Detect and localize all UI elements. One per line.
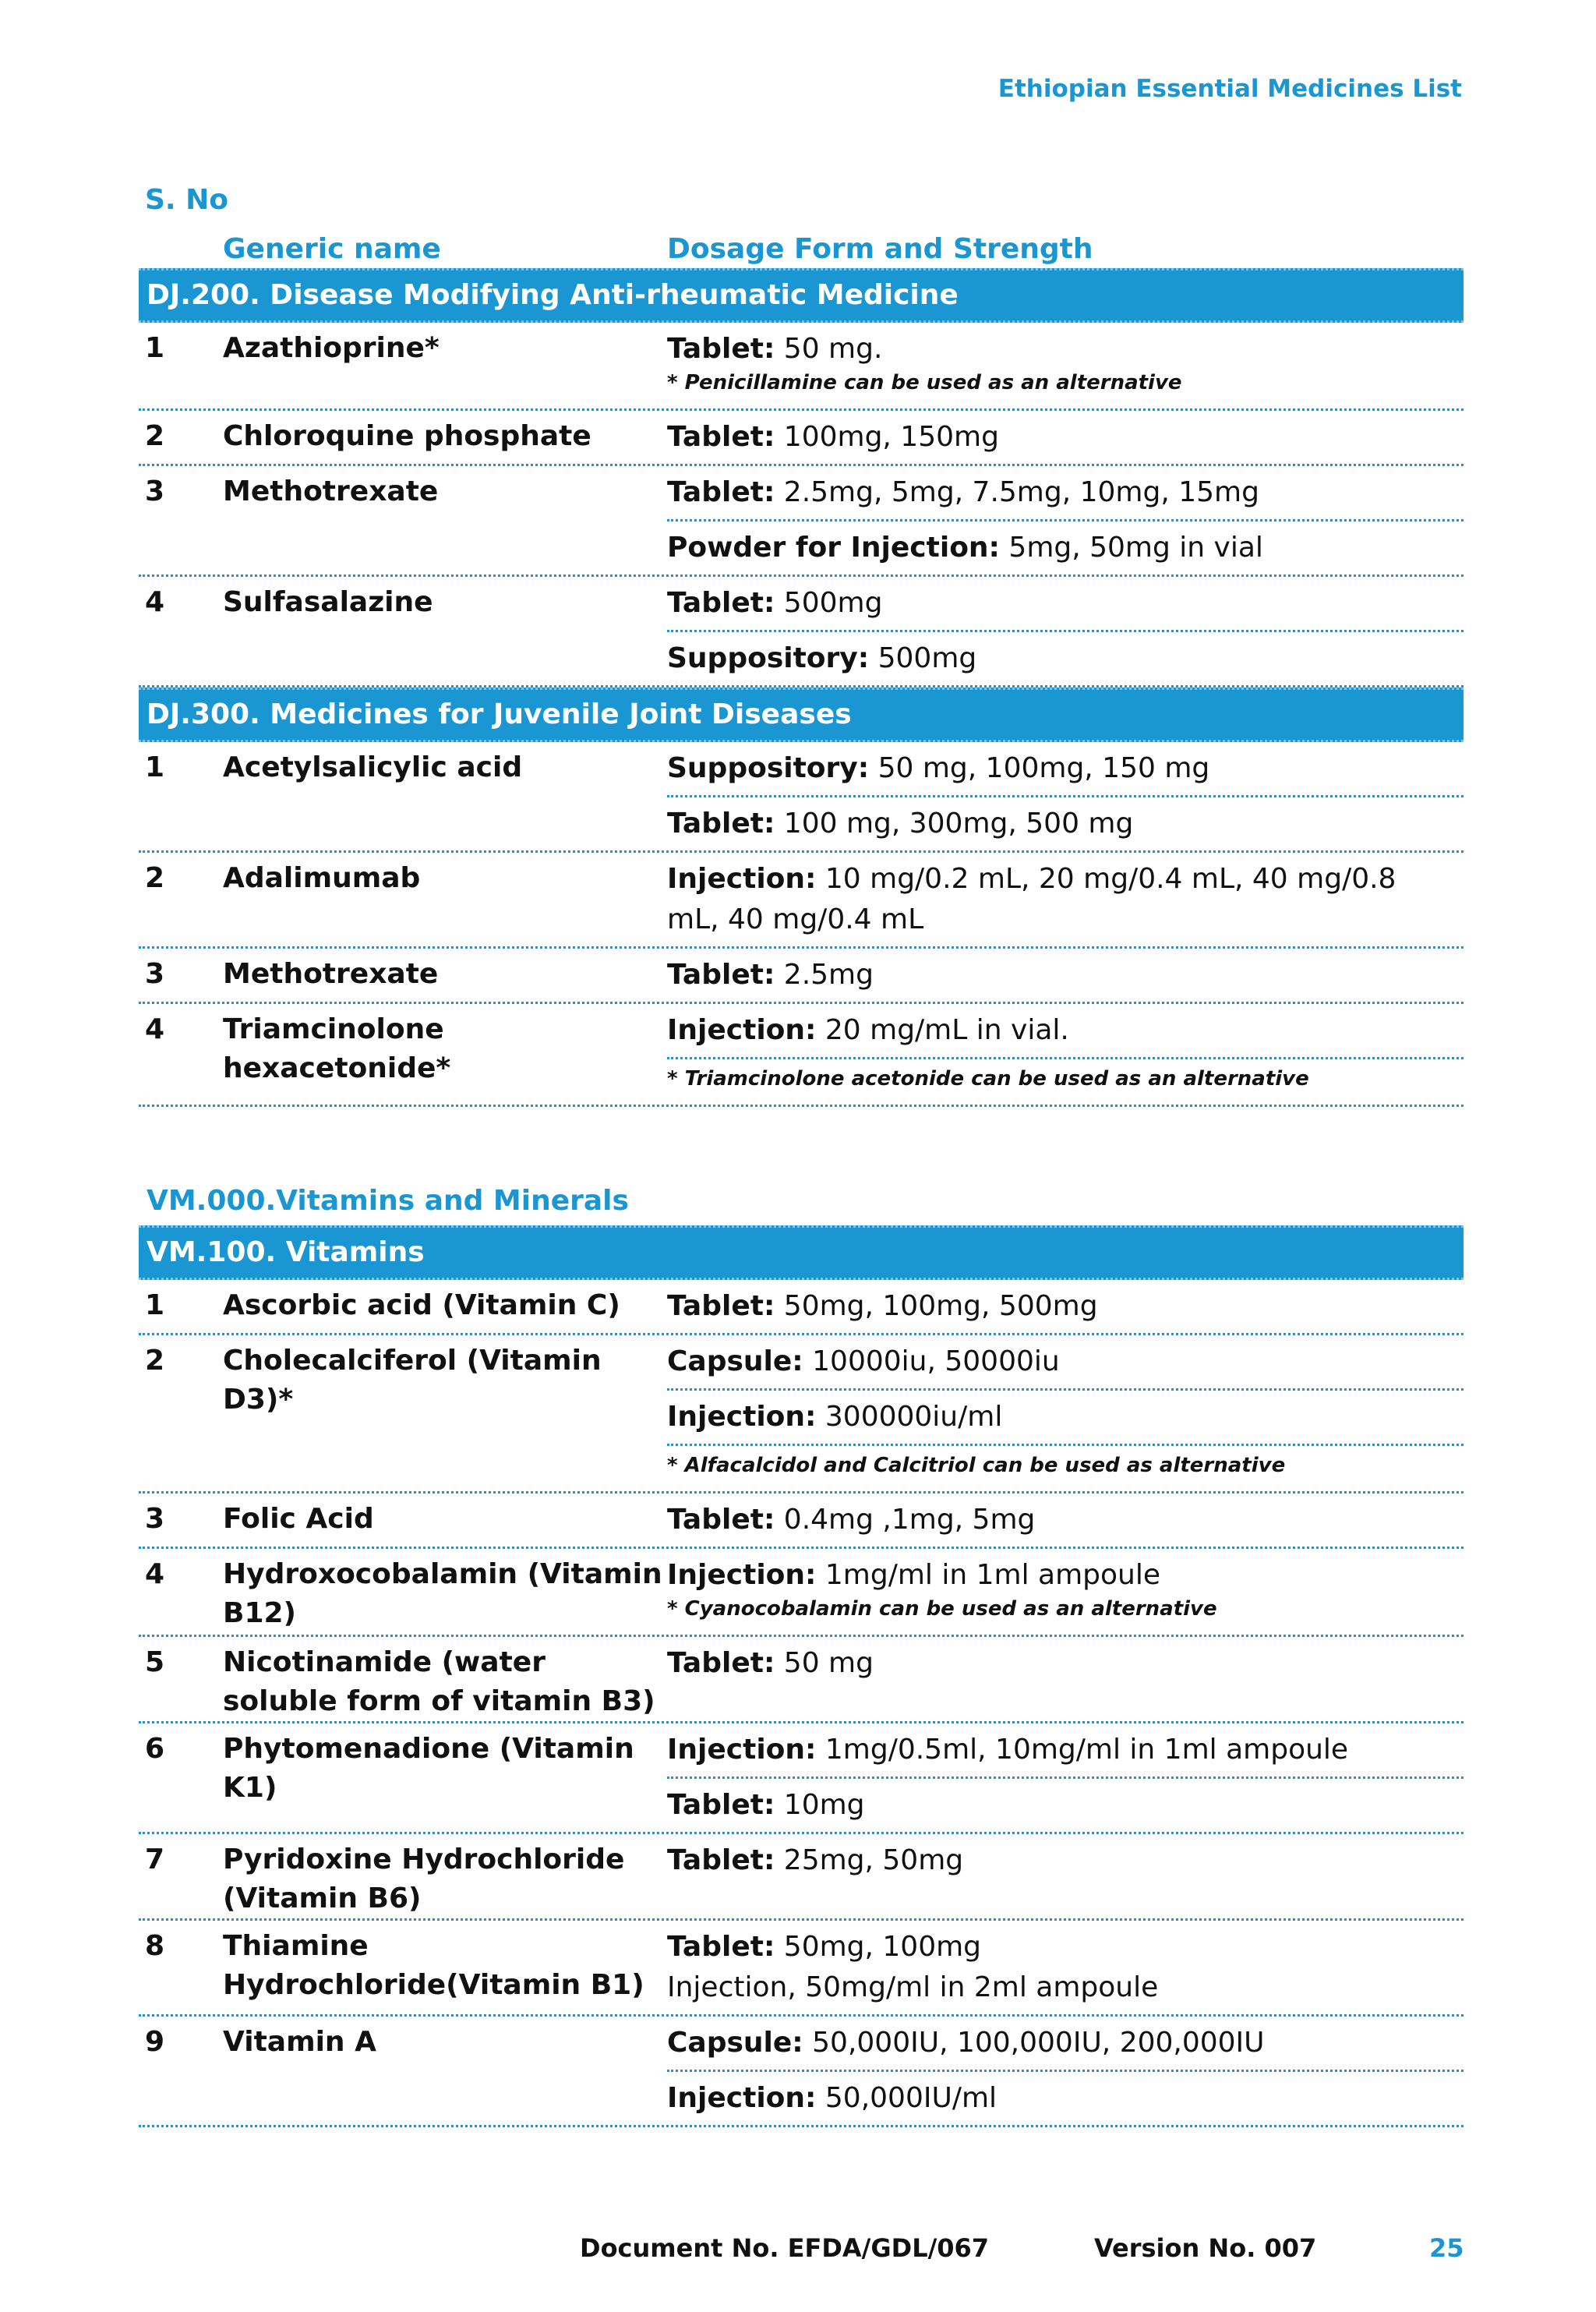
dosage-form-label: Injection: [667,863,817,895]
row-number: 4 [145,1558,165,1590]
table-row [139,411,1464,466]
dosage-form-entry [667,1059,1464,1105]
dosage-form-label: Injection: [667,1559,817,1591]
dosage-form-label: Tablet: [667,1290,775,1322]
dosage-form-label: Tablet: [667,476,775,508]
dosage-strength: 500mg [775,587,883,619]
row-number: 4 [145,586,165,618]
table-row [139,853,1464,949]
dosage-form-entry [667,949,1464,1002]
dosage-forms [667,949,1464,1002]
generic-name: Sulfasalazine [223,586,433,618]
generic-name: Methotrexate [223,958,439,990]
dosage-form-entry [667,411,1464,464]
dosage-form-line [667,859,1456,940]
table-row [139,466,1464,577]
table-row [139,2017,1464,2127]
row-number: 1 [145,751,165,783]
dosage-forms [667,1549,1464,1635]
dosage-form-line [667,1927,1456,1967]
dosage-form-entry [667,797,1464,850]
row-number: 1 [145,332,165,364]
dosage-form-line [667,1342,1456,1382]
dosage-forms [667,1723,1464,1832]
alternative-note: * Triamcinolone acetonide can be used as an alternative [667,1067,1309,1091]
dosage-form-line [667,1555,1456,1596]
row-number: 3 [145,475,165,507]
dosage-form-label: Tablet: [667,1504,775,1536]
dosage-strength: 500mg [869,642,977,674]
table-row [139,1549,1464,1637]
dosage-form-entry [667,1779,1464,1832]
dosage-strength: 50 mg. [775,333,883,365]
row-number: 7 [145,1844,165,1875]
dosage-form-label: Injection: [667,2082,817,2114]
dosage-form-label: Capsule: [667,1345,803,1377]
dosage-strength: 50 mg [775,1647,874,1679]
dosage-forms [667,323,1464,408]
section-band: VM.100. Vitamins [139,1225,1464,1280]
generic-name: Azathioprine* [223,332,440,364]
dosage-strength: 100 mg, 300mg, 500 mg [775,808,1134,840]
dosage-form-label: Tablet: [667,808,775,840]
dosage-form-line [667,472,1456,513]
dosage-strength: 2.5mg [775,959,874,991]
dosage-forms [667,1004,1464,1105]
generic-name: Cholecalciferol (Vitamin D3)* [223,1345,602,1416]
dosage-strength: 50mg, 100mg [775,1931,982,1963]
generic-name: Ascorbic acid (Vitamin C) [223,1289,620,1321]
dosage-forms [667,1921,1464,2014]
dosage-form-label: Tablet: [667,1789,775,1821]
dosage-forms [667,1494,1464,1547]
dosage-strength: 300000iu/ml [816,1401,1003,1433]
dosage-form-entry [667,1637,1464,1690]
dosage-strength: 50,000IU/ml [816,2082,998,2114]
dosage-form-line [667,1286,1456,1327]
dosage-forms [667,411,1464,464]
row-number: 2 [145,1345,165,1377]
dosage-form-entry [667,1723,1464,1779]
dosage-form-entry [667,632,1464,685]
dosage-strength: 1mg/0.5ml, 10mg/ml in 1ml ampoule [816,1734,1349,1766]
table-row [139,1834,1464,1921]
dosage-form-line [667,329,1456,369]
generic-name: Methotrexate [223,475,439,507]
table-row [139,1637,1464,1723]
dosage-strength: 5mg, 50mg in vial [999,532,1263,564]
generic-name: Chloroquine phosphate [223,420,591,452]
dosage-form-line [667,638,1456,679]
dosage-form-line [667,1785,1456,1826]
dosage-form-line [667,1730,1456,1770]
dosage-form-line [667,955,1456,995]
dosage-form-line [667,1500,1456,1540]
dosage-forms [667,853,1464,946]
dosage-strength: 50 mg, 100mg, 150 mg [869,752,1210,784]
column-header-dosage-form: Dosage Form and Strength [667,233,1093,265]
dosage-strength: 0.4mg ,1mg, 5mg [775,1504,1036,1536]
generic-name: Folic Acid [223,1503,374,1535]
dosage-form-entry [667,1549,1464,1635]
dosage-forms [667,1637,1464,1721]
dosage-form-label: Tablet: [667,333,775,365]
dosage-form-entry [667,1004,1464,1059]
dosage-forms [667,466,1464,574]
row-number: 2 [145,420,165,452]
generic-name: Phytomenadione (Vitamin K1) [223,1733,634,1804]
table-row [139,577,1464,688]
alternative-note: * Alfacalcidol and Calcitriol can be used as alternative [667,1454,1286,1477]
dosage-strength: 2.5mg, 5mg, 7.5mg, 10mg, 15mg [775,476,1259,508]
dosage-form-label: Capsule: [667,2027,803,2059]
dosage-form-entry [667,1921,1464,2014]
dosage-form-entry [667,323,1464,408]
dosage-form-entry [667,2017,1464,2072]
dosage-form-line [667,1643,1456,1684]
dosage-form-entry [667,1446,1464,1491]
dosage-form-label: Tablet: [667,1844,775,1876]
row-number: 5 [145,1646,165,1678]
alternative-note: * Cyanocobalamin can be used as an alternative [667,1597,1217,1621]
dosage-form-line [667,1010,1456,1051]
medicines-table [139,173,1464,2127]
table-row [139,1723,1464,1834]
dosage-form-label: Suppository: [667,752,870,784]
dosage-form-line [667,2078,1456,2119]
footer-page-number: 25 [1429,2233,1464,2263]
table-row [139,1921,1464,2017]
dosage-strength: 10000iu, 50000iu [803,1345,1060,1377]
chapter-title: VM.000.Vitamins and Minerals [147,1185,629,1217]
dosage-form-line [667,748,1456,789]
dosage-form-label: Injection: [667,1734,817,1766]
dosage-form-label: Injection: [667,1401,817,1433]
dosage-forms [667,1834,1464,1918]
table-row [139,949,1464,1004]
dosage-form-line [667,528,1456,568]
table-row [139,1494,1464,1549]
dosage-strength: 100mg, 150mg [775,421,999,453]
dosage-form-label: Tablet: [667,587,775,619]
dosage-form-line [667,583,1456,624]
dosage-forms [667,577,1464,685]
dosage-form-entry [667,742,1464,797]
column-headers [139,173,1464,268]
dosage-form-line [667,1840,1456,1881]
dosage-form-line [667,2023,1456,2063]
dosage-form-entry [667,466,1464,521]
table-sections [139,268,1464,2127]
dosage-form-entry [667,853,1464,946]
table-row [139,323,1464,411]
dosage-form-label: Tablet: [667,1931,775,1963]
row-number: 9 [145,2026,165,2058]
dosage-form-line [667,417,1456,458]
footer-version: Version No. 007 [1094,2233,1317,2263]
dosage-strength: 10mg [775,1789,865,1821]
dosage-form-label: Tablet: [667,421,775,453]
dosage-forms [667,742,1464,850]
generic-name: Thiamine Hydrochloride(Vitamin B1) [223,1930,644,2001]
row-number: 6 [145,1733,165,1765]
dosage-strength: 10 mg/0.2 mL, 20 mg/0.4 mL, 40 mg/0.8 mL, 40 mg/0.4 mL [667,863,1396,935]
dosage-strength: 20 mg/mL in vial. [816,1014,1069,1046]
dosage-form-entry [667,521,1464,574]
dosage-form-label: Powder for Injection: [667,532,1000,564]
dosage-form-label: Tablet: [667,959,775,991]
generic-name: Triamcinolone hexacetonide* [223,1013,451,1084]
dosage-strength: 50,000IU, 100,000IU, 200,000IU [803,2027,1265,2059]
column-header-generic-name: Generic name [223,233,441,265]
dosage-form-label: Suppository: [667,642,870,674]
dosage-forms [667,1335,1464,1491]
dosage-form-entry [667,1335,1464,1391]
dosage-form-entry [667,2072,1464,2125]
dosage-form-line [667,804,1456,844]
row-number: 1 [145,1289,165,1321]
alternative-note: * Penicillamine can be used as an alternative [667,371,1182,394]
dosage-forms [667,2017,1464,2125]
dosage-strength: 25mg, 50mg [775,1844,964,1876]
dosage-form-extra: Injection, 50mg/ml in 2ml ampoule [667,1971,1159,2003]
dosage-form-entry [667,1391,1464,1446]
dosage-forms [667,1280,1464,1333]
table-row [139,1004,1464,1107]
dosage-strength: 50mg, 100mg, 500mg [775,1290,1098,1322]
table-row [139,742,1464,853]
dosage-form-entry [667,1280,1464,1333]
table-row [139,1335,1464,1494]
row-number: 3 [145,1503,165,1535]
section-band: DJ.300. Medicines for Juvenile Joint Diseases [139,688,1464,742]
generic-name: Hydroxocobalamin (Vitamin B12) [223,1558,662,1629]
generic-name: Acetylsalicylic acid [223,751,523,783]
footer-document-number: Document No. EFDA/GDL/067 [580,2233,990,2263]
dosage-form-entry [667,1834,1464,1887]
row-number: 4 [145,1013,165,1045]
generic-name: Adalimumab [223,862,421,894]
table-row [139,1280,1464,1335]
generic-name: Vitamin A [223,2026,376,2058]
row-number: 2 [145,862,165,894]
row-number: 3 [145,958,165,990]
dosage-form-line [667,1397,1456,1437]
dosage-form-label: Injection: [667,1014,817,1046]
section-band: DJ.200. Disease Modifying Anti-rheumatic Medicine [139,268,1464,323]
dosage-strength: 1mg/ml in 1ml ampoule [816,1559,1160,1591]
running-header-title: Ethiopian Essential Medicines List [998,75,1462,103]
generic-name: Nicotinamide (water soluble form of vitamin B3) [223,1646,655,1717]
dosage-form-entry [667,1494,1464,1547]
dosage-form-entry [667,577,1464,632]
row-number: 8 [145,1930,165,1962]
generic-name: Pyridoxine Hydrochloride (Vitamin B6) [223,1844,625,1914]
column-header-no: S. No [145,184,228,216]
dosage-form-label: Tablet: [667,1647,775,1679]
